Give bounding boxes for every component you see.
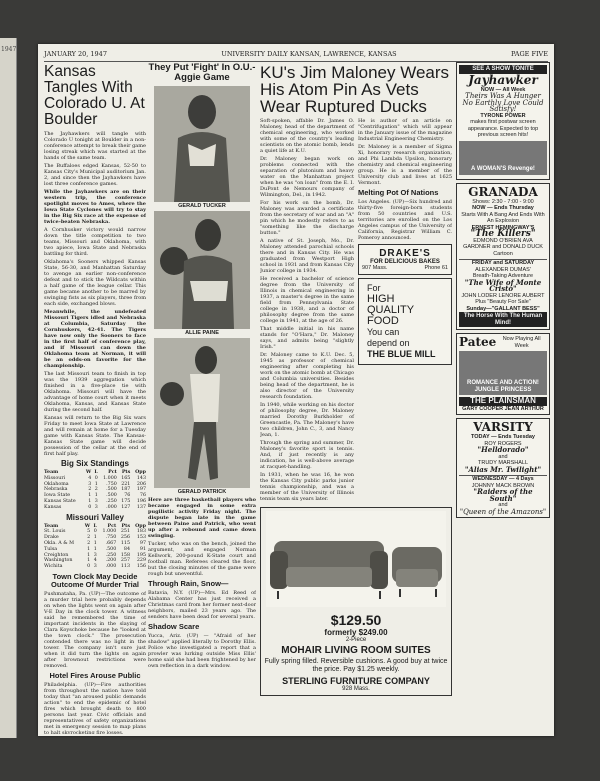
headline-kansas-colorado: Kansas Tangles With Colorado U. At Boulder: [44, 63, 145, 128]
cell: 76: [139, 493, 146, 499]
varsity-film: "Helldorado": [477, 445, 529, 454]
cell: 1: [93, 540, 97, 546]
jayhawker-star: TYRONE POWER: [480, 112, 526, 119]
drakes-address: 907 Mass.: [362, 265, 388, 271]
cell: 0: [87, 564, 91, 570]
varsity-star-2: TRUDY MARSHALL: [477, 460, 529, 466]
see-show-banner: SEE A SHOW TONITE: [459, 65, 547, 74]
granada-film: "The Killers": [470, 229, 536, 239]
mill-line: HIGH: [367, 293, 395, 305]
cell: 256: [120, 535, 131, 541]
varsity-name: VARSITY: [473, 420, 533, 434]
cell: 1: [93, 535, 97, 541]
cell: 0: [88, 504, 92, 510]
story-para: Dr. Maloney came to K.U. Dec. 5, 1945 as professor of chemical engineering after completing his work on the atomic bomb at Chicago and Columbia universities. Besides being head of the department, he is also director of the University research foundation.: [260, 352, 354, 400]
granada-fri-plus: Plus "Beauty For Sale": [475, 299, 531, 305]
col-w: W: [85, 469, 92, 475]
patee-film-1: ROMANCE AND ACTION! JUNGLE PRINCESS: [467, 380, 539, 393]
granada-author: ERNEST HEMINGWAY'S: [471, 224, 535, 231]
story-shadow-scare: Yucca, Ariz. (UP) — "Afraid of her shadow" applied literally to Dorothy Ellis. Police who investigated a report that a prowler was lurking outside Miss Ellis' home said she had been frightened by her own reflection in a dark window.: [148, 633, 256, 669]
cell: Drake: [44, 535, 59, 541]
patee-now: Now Playing All Week: [502, 336, 541, 349]
granada-fri: FRIDAY and SATURDAY: [459, 259, 547, 267]
jayhawker-tagline: Theirs Was A Hunger No Earthly Love Could Satisfy!: [462, 92, 544, 113]
story-para: He is author of an article on "Centrifugation" which will appear in the January issue of the magazine Industrial Engineering Chemistry.: [358, 118, 452, 142]
mill-line: FOOD: [367, 315, 399, 327]
drakes-phone: Phone 61: [424, 265, 448, 271]
story-para: For his work on the bomb, Dr. Maloney was awarded a certificate from the secretary of war and an "A" pin which he modestly refers to as "something like the discharge button.": [260, 200, 354, 236]
cell: 196: [136, 498, 146, 504]
cell: Okla. A & M: [44, 540, 74, 546]
jayhawker-note: makes first postwar screen appearance. Expected to top previous screen hits!: [467, 119, 539, 138]
granada-promo: Starts With A Bang And Ends With An Explosion: [461, 211, 545, 224]
column-maloney: [260, 62, 452, 734]
varsity-wed-and: and: [498, 502, 508, 508]
caption-patrick: GERALD PATRICK: [177, 489, 227, 495]
cell: 187: [121, 487, 131, 493]
cell: 229: [136, 558, 146, 564]
caption-tucker: GERALD TUCKER: [178, 203, 226, 209]
granada-sunday-tag: The Horse With The Human Mind!: [459, 312, 547, 327]
patee-name: Patee: [459, 335, 497, 349]
ad-jayhawker: [456, 62, 550, 180]
cell: 143: [136, 475, 146, 481]
granada-fri-desc: Breath-Taking Adventure: [472, 273, 534, 279]
cell: 76: [124, 493, 131, 499]
ad-varsity: [456, 418, 550, 518]
cell: 91: [139, 546, 146, 552]
cell: .250: [105, 552, 117, 558]
varsity-and: and: [498, 453, 508, 460]
cell: 84: [123, 546, 131, 552]
cell: 165: [121, 475, 131, 481]
header-paper: UNIVERSITY DAILY KANSAN, LAWRENCE, KANSAS: [221, 50, 397, 58]
mill-line: QUALITY: [367, 304, 415, 316]
cell: 3: [93, 564, 97, 570]
newspaper-page: [38, 44, 554, 736]
big-six-table: [44, 470, 146, 511]
story-para: A Cornhusker victory would narrow down the title competition to two teams, Missouri and Oklahoma, with two apiece, Iowa State and Nebraska battling for third.: [44, 227, 146, 257]
cell: 5: [87, 529, 91, 535]
cell: 4: [88, 475, 92, 481]
col-l: L: [93, 522, 97, 529]
cell: 3: [94, 498, 98, 504]
col-opp: Opp: [135, 522, 146, 529]
granada-cast: EDMOND O'BRIEN AVA GARDNER and DONALD DUCK Cartoon: [463, 237, 543, 257]
col-w: W: [84, 522, 91, 529]
varsity-today: TODAY — Ends Tuesday: [471, 434, 535, 440]
col-pct: Pct: [108, 469, 117, 475]
cell: 156: [136, 564, 146, 570]
story-para: Tucker, who was on the bench, joined the argument, and engaged Norman Kellwork, 200-pound K-State court and football man. Referees cleared the floor, but the closing minutes of the game were rough but uneventful.: [148, 541, 256, 577]
headline-melting-pot: Melting Pot Of Nations: [358, 188, 439, 197]
cell: .750: [105, 535, 117, 541]
ad-patee: [456, 333, 550, 415]
granada-fri-cast: JOHN LODER LENORE AUBERT: [461, 292, 545, 299]
cell: 1: [94, 481, 98, 487]
col-pts: Pts: [121, 469, 131, 475]
cell: 3: [88, 481, 92, 487]
cell: Kansas State: [44, 498, 76, 504]
cell: 113: [120, 564, 131, 570]
cell: 3: [93, 552, 97, 558]
headline-rain-snow: Through Rain, Snow—: [148, 579, 229, 588]
story-para: Here are three basketball players who became engaged in some extra pugilistic activity Friday night. The dispute began late in the game between Paine and Patrick, who went up after a rebound and came down swinging.: [148, 497, 256, 539]
cell: Nebraska: [44, 487, 68, 493]
granada-fri-film: "The Wife of Monte Cristo": [464, 277, 542, 293]
drakes-contact: [362, 265, 448, 271]
col-team: Team: [44, 469, 59, 475]
drakes-name: DRAKE'S: [379, 248, 431, 259]
table-row: [44, 564, 146, 570]
story-para: Through the spring and summer, Dr. Maloney's favorite sport is tennis. And, if just recently is any indication, he is well-above average at racquet-handling.: [260, 440, 354, 470]
cell: 2: [88, 487, 92, 493]
cell: Kansas: [44, 504, 62, 510]
varsity-wed: WEDNESDAY — 4 Days: [459, 475, 547, 483]
caption-paine: ALLIE PAINE: [185, 330, 219, 336]
jayhawker-name: Jayhawker: [468, 72, 538, 87]
drakes-tagline: FOR DELICIOUS BAKES: [370, 259, 440, 265]
varsity-film-2: "Alias Mr. Twilight": [464, 464, 542, 474]
ad-granada: [456, 183, 550, 331]
cell: 197: [136, 487, 146, 493]
story-para: Meanwhile, the undefeated Missouri Tigers idled and Nebraska at Columbia, Saturday the Cornhuskers, 42-41. The Tigers have now only the Sooners to face in the first half of conference play, and if Missouri can down the Oklahoma team at Norman, it will be an odds-on favorite for the championship.: [44, 309, 146, 369]
varsity-star: ROY ROGERS: [484, 440, 522, 447]
story-rain-snow: Batavia, N.Y. (UP)—Mrs. Ed Reed of Alabama Center has just received a Christmas card from her former next-door neighbors, mailed 23 years ago. The senders have been dead for several years.: [148, 590, 256, 620]
ad-sterling-furniture: [260, 507, 452, 696]
cell: Creighton: [44, 552, 69, 558]
patee-cast-2: GARY COOPER JEAN ARTHUR: [462, 405, 544, 412]
col-pts: Pts: [121, 522, 131, 529]
furniture-former-price: formerly $249.00: [324, 628, 388, 637]
cell: 175: [121, 498, 131, 504]
headline-hotel-fires: Hotel Fires Arouse Public: [49, 670, 141, 680]
mill-line: THE BLUE MILL: [367, 349, 436, 359]
cell: 127: [121, 504, 131, 510]
cell: Tulsa: [44, 546, 58, 552]
cell: .200: [105, 558, 117, 564]
player-silhouette-icon: [154, 338, 250, 488]
furniture-product: MOHAIR LIVING ROOM SUITES: [281, 645, 431, 656]
cell: Missouri: [44, 475, 66, 481]
granada-name: GRANADA: [468, 184, 538, 199]
valley-title: Missouri Valley: [66, 512, 124, 522]
cell: 97: [139, 540, 146, 546]
sofa-illustration-icon: [266, 511, 446, 607]
cell: 1: [88, 498, 92, 504]
header-page: PAGE FIVE: [511, 50, 548, 58]
cell: 2: [87, 535, 91, 541]
furniture-address: 928 Mass.: [342, 686, 370, 692]
cell: Washington: [44, 558, 73, 564]
story-para: The last Missouri team to finish in top was the 1939 aggregation which finished in a five-place tie with Oklahoma. Missouri will have the advantage of home court when it meets Oklahoma, Kansas, and Kansas State during the second half.: [44, 371, 146, 413]
missouri-valley-table: [44, 524, 146, 570]
cell: 0: [93, 529, 97, 535]
story-para: The Buffaloes edged Kansas, 52-50 to Kansas City's Municipal auditorium Jan. 2, and since then the Jayhawkers have lost three conference games.: [44, 163, 146, 187]
page-header: [44, 50, 548, 62]
col-opp: Opp: [135, 469, 146, 475]
story-para: Dr. Maloney is a member of Sigma Xi, honorary research organization, and Phi Lambda Upsilon, honorary chemistry and chemical engineering group. He is a member of the University club and lives at 1625 Vermont.: [358, 144, 452, 186]
cell: 3: [94, 504, 98, 510]
story-para: Oklahoma's Sooners whipped Kansas State, 56-30, and Manhattan Saturday to avenge an earlier non-conference defeat and to stick the Wildcats within a half game of the league cellar. This game became another to be marred by swinging fists as six players, three from each side, exchanged blows.: [44, 259, 146, 307]
cell: 153: [136, 535, 146, 541]
story-para: In 1940, while working on his doctor of philosophy degree, Dr. Maloney married Dorothy Burkholder of Greencastle, Pa. The Maloney's have two children, John C., 3, and Nancy Jean, 1.: [260, 402, 354, 438]
story-town-clock: Pushmataha, Pa. (UP)—The outcome of a murder trial here probably depends on when the lights went on again after V-E Day in the clock tower. A witness said he remembered the time of important incidents in the slaying of Clara Koyschoke because he "looked at the town clock." The prosecution contended there was no light in the tower. The company isn't sure just when it did turn the lights on again after brownout restrictions were removed.: [44, 590, 146, 669]
cell: 183: [136, 529, 146, 535]
mill-line: For: [367, 283, 381, 293]
cell: 1: [94, 493, 98, 499]
granada-now: NOW — Ends Thursday: [472, 205, 534, 211]
granada-times: Shows: 2:30 - 7:00 - 9:00: [472, 198, 534, 205]
ad-drakes: [358, 244, 452, 275]
cell: 257: [120, 558, 131, 564]
headline-maloney: KU's Jim Maloney Wears His Atom Pin As Vets Wear Ruptured Ducks: [260, 63, 450, 116]
cell: .750: [106, 481, 117, 487]
cell: 195: [136, 552, 146, 558]
cell: 4: [93, 558, 97, 564]
mill-line: You can: [367, 327, 400, 337]
player-silhouette-icon: [154, 86, 250, 202]
varsity-wed-film: "Raiders of the South": [473, 487, 533, 503]
furniture-store: STERLING FURNITURE COMPANY: [282, 676, 430, 686]
cell: 0: [94, 475, 98, 481]
cell: Iowa State: [44, 493, 71, 499]
furniture-price: $129.50: [330, 612, 382, 628]
story-para: A native of St. Joseph, Mo., Dr. Maloney attended parochial schools there and in Kansas City. He was graduated from Westport High school in 1931 and from Kansas City Junior college in 1934.: [260, 238, 354, 274]
story-melting-pot: Los Angeles. (UP)—Six hundred and thirty-five foreign-born students from 50 countries and U.S. territories are enrolled on the Los Angeles campus of the University of California, Registrar William C. Pomeroy announced.: [358, 199, 452, 241]
granada-sunday: Sunday—"GALLANT BESS": [466, 305, 540, 312]
furniture-description: Fully spring filled. Reversible cushions. A good buy at twice the price. Pay $1.25 weekly.: [264, 658, 448, 673]
jayhawker-poster: [459, 141, 547, 175]
cell: 2: [94, 487, 98, 493]
story-para: Soft-spoken, affable Dr. James O. Maloney, head of the department of chemical engineering, who worked with some of the country's leading scientists on the atomic bomb, lends a quiet life at K.U.: [260, 118, 354, 154]
cell: 115: [120, 540, 131, 546]
maloney-col-a: [260, 118, 354, 504]
story-para: The Jayhawkers will tangle with Colorado U tonight at Boulder in a non-conference attempt to break their game losing streak which was started at the hands of the same team.: [44, 131, 146, 161]
patee-film-2: THE PLAINSMAN: [459, 397, 547, 406]
binder-edge: [0, 38, 17, 738]
story-para: Kansas will return to the Big Six wars Friday to meet Iowa State at Lawrence and will remain at home for a Tuesday game with Kansas State. The Kansas-Kansas State game will decide possession of the cellar at the end of first half play.: [44, 415, 146, 457]
col-team: Team: [44, 522, 59, 529]
cell: Wichita: [44, 564, 63, 570]
cell: 1: [93, 546, 97, 552]
header-date: JANUARY 20, 1947: [44, 50, 107, 58]
player-silhouette-icon: [154, 211, 250, 329]
cell: 1: [88, 493, 92, 499]
col-l: L: [94, 469, 98, 475]
cell: 137: [136, 504, 146, 510]
ad-blue-mill: [358, 278, 452, 365]
cell: .500: [106, 487, 117, 493]
cell: 158: [120, 552, 131, 558]
story-para: Dr. Maloney began work on problems connected with the separation of plutonium and heavy water on the Manhattan project when he was "on loan" from the E. I. DuPont de Nemours company of Wilmington, Del., in 1942.: [260, 156, 354, 198]
granada-fri-author: ALEXANDER DUMAS': [475, 266, 531, 273]
story-para: While the Jayhawkers are on their western trip, the conference spotlight moves to Ames, where the Iowa State Cyclones will try to stay in the Big Six race at the expense of twice-beaten Nebraska.: [44, 189, 146, 225]
headline-fight: They Put 'Fight' In O.U.-Aggie Game: [148, 62, 256, 83]
story-para: In 1931, when he was 16, he won the Kansas City public parks junior tennis championship, and was a member of the University of Illinois tennis team six years later.: [260, 472, 354, 502]
col-pct: Pct: [107, 522, 117, 529]
cell: St. Louis: [44, 529, 66, 535]
maloney-col-b: [358, 118, 452, 504]
maloney-text-columns: [260, 118, 452, 504]
photo-gerald-tucker: [154, 86, 250, 202]
patee-poster-jungle: [459, 351, 547, 395]
jayhawker-film: A WOMAN'S Revenge!: [471, 166, 535, 172]
cell: 2: [87, 540, 91, 546]
patee-head: [459, 336, 547, 349]
binder-year: 1947: [1, 46, 17, 53]
jayhawker-now: NOW — All Week: [480, 86, 526, 93]
column-theaters: [456, 62, 550, 734]
photo-allie-paine: [154, 211, 250, 329]
photo-gerald-patrick: [154, 338, 250, 488]
story-hotel-fires: Philadelphia. (UP)—Fire authorities from throughout the nation have told today that "an aroused public demands action" to end the epidemic of hotel fires which brought death to 800 persons last year. Civic officials and representatives of safety organizations met in emergency session to map plans to halt skyrocketing fire losses.: [44, 681, 146, 734]
cell: .000: [106, 504, 117, 510]
cell: .250: [106, 498, 117, 504]
cell: Oklahoma: [44, 481, 69, 487]
cell: 251: [120, 529, 131, 535]
column-photos: [148, 62, 256, 734]
varsity-wed-star: JOHNNY MACK BROWN: [471, 482, 535, 489]
mill-line: depend on: [367, 338, 410, 348]
cell: .500: [105, 546, 117, 552]
cell: 1.000: [103, 475, 117, 481]
cell: .667: [105, 540, 117, 546]
headline-town-clock: Town Clock May Decide Outcome Of Murder Trial: [51, 571, 139, 589]
table-row: [44, 505, 146, 511]
cell: 1: [87, 558, 91, 564]
cell: 1: [87, 546, 91, 552]
cell: 1.000: [102, 529, 117, 535]
varsity-wed-film-2: "Queen of the Amazons": [459, 507, 547, 516]
column-sports: [44, 62, 146, 734]
cell: 221: [121, 481, 131, 487]
story-para: He received a bachelor of science degree from the University of Illinois in chemical engineering in 1937, a master's degree in the same field from Pennsylvania State college in 1938, and a doctor of philosophy degree from the same college in 1941, at the age of 26.: [260, 276, 354, 324]
standings-title: Big Six Standings: [60, 459, 129, 468]
story-para: That middle initial in his name stands for "O'Hara," Dr. Maloney says, and admits being "slightly Irish.": [260, 326, 354, 350]
cell: .500: [106, 493, 117, 499]
cell: .000: [105, 564, 117, 570]
cell: 1: [87, 552, 91, 558]
furniture-pieces: 2-Piece: [345, 637, 367, 643]
headline-shadow-scare: Shadow Scare: [148, 622, 200, 631]
cell: 206: [136, 481, 146, 487]
